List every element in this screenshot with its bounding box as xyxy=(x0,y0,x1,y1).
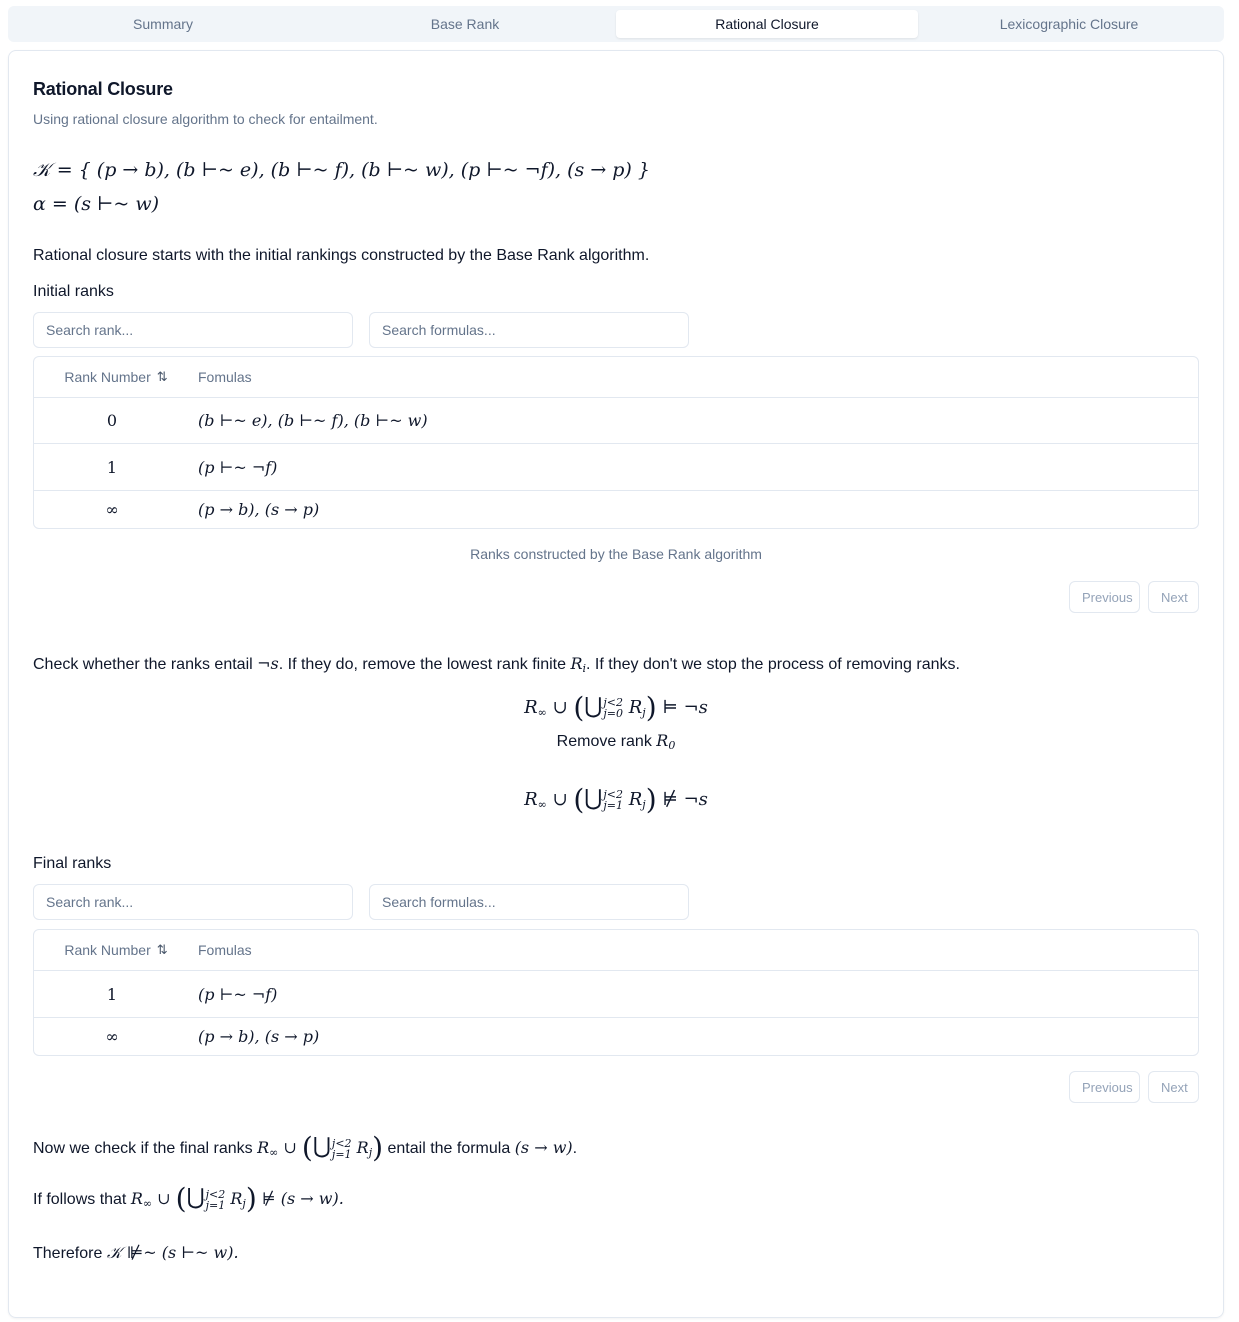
formula-cell: (p → b), (s → p) xyxy=(198,1027,320,1046)
rank-cell: 1 xyxy=(106,457,118,477)
therefore-text: Therefore 𝒦 ⊯~ (s ⊢~ w). xyxy=(33,1243,239,1262)
table-row xyxy=(34,491,1198,528)
initial-previous-button[interactable]: Previous xyxy=(1069,581,1140,613)
sort-icon: ⇅ xyxy=(156,942,168,957)
tab-summary[interactable]: Summary xyxy=(133,16,193,32)
initial-next-button[interactable]: Next xyxy=(1148,581,1199,613)
rank-cell: ∞ xyxy=(105,500,119,519)
final-search-rank-input[interactable] xyxy=(33,884,353,920)
final-check-text: Now we check if the final ranks $R_\infty$ ∪ (⋃j<2 j=1 $R_j$) entail the formula (s → w). xyxy=(33,1131,578,1164)
formula-cell: (p → b), (s → p) xyxy=(198,500,320,519)
formulas-header: Fomulas xyxy=(198,942,252,958)
tab-base-rank[interactable]: Base Rank xyxy=(430,16,500,32)
final-ranks-table xyxy=(33,929,1199,1056)
rank-number-header-label: Rank Number xyxy=(64,942,151,958)
table-header xyxy=(34,930,1198,971)
intro-text: Rational closure starts with the initial rankings constructed by the Base Rank algorithm. xyxy=(33,247,650,264)
table-row xyxy=(34,971,1198,1018)
tab-rational-closure[interactable]: Rational Closure xyxy=(616,10,918,38)
rank-cell: 1 xyxy=(106,984,118,1004)
final-next-button[interactable]: Next xyxy=(1148,1071,1199,1103)
tab-lexicographic-closure[interactable]: Lexicographic Closure xyxy=(999,16,1139,32)
neg-s-symbol: ¬s xyxy=(257,654,279,673)
table-row xyxy=(34,444,1198,491)
formula-cell: (p ⊢~ ¬f) xyxy=(198,984,278,1004)
page-subtitle: Using rational closure algorithm to check for entailment. xyxy=(33,111,378,127)
table-caption: Ranks constructed by the Base Rank algorithm xyxy=(470,546,762,562)
final-search-formula-input[interactable] xyxy=(369,884,689,920)
table-row xyxy=(34,398,1198,444)
content-card xyxy=(8,50,1224,1318)
rank-number-header-label: Rank Number xyxy=(64,369,151,385)
table-row xyxy=(34,1018,1198,1055)
rank-number-sort-header[interactable] xyxy=(34,369,198,385)
page-title: Rational Closure xyxy=(33,79,173,99)
query-formula: α = (s ⊢~ w) xyxy=(33,193,160,215)
rank-cell: ∞ xyxy=(105,1027,119,1046)
check-description: Check whether the ranks entail ¬s. If they do, remove the lowest rank finite $R_i$. If they don't we stop the process of removing ranks. xyxy=(33,654,960,675)
formulas-header: Fomulas xyxy=(198,369,252,385)
initial-ranks-label: Initial ranks xyxy=(33,283,114,300)
rank-cell: 0 xyxy=(106,411,118,430)
formula-cell: (b ⊢~ e), (b ⊢~ f), (b ⊢~ w) xyxy=(198,411,428,430)
step-1-formula: $R_\infty$ ∪ (⋃j<2 j=0 $R_j$) ⊨ ¬s xyxy=(524,691,708,724)
final-ranks-label: Final ranks xyxy=(33,855,112,872)
initial-search-rank-input[interactable] xyxy=(33,312,353,348)
tab-bar xyxy=(8,6,1224,42)
knowledge-base: 𝒦 = { (p → b), (b ⊢~ e), (b ⊢~ f), (b ⊢~ w), (p ⊢~ ¬f), (s → p) } xyxy=(33,159,650,181)
step-2-formula: $R_\infty$ ∪ (⋃j<2 j=1 $R_j$) ⊭ ¬s xyxy=(524,783,708,816)
sort-icon: ⇅ xyxy=(156,369,168,384)
follows-text: If follows that $R_\infty$ ∪ (⋃j<2 j=1 $R_j$) ⊭ (s → w). xyxy=(33,1182,344,1215)
initial-ranks-table xyxy=(33,356,1199,529)
rank-number-sort-header[interactable] xyxy=(34,942,198,958)
remove-rank-text: Remove rank $R_0$ xyxy=(556,731,676,752)
initial-search-formula-input[interactable] xyxy=(369,312,689,348)
formula-cell: (p ⊢~ ¬f) xyxy=(198,457,278,477)
final-previous-button[interactable]: Previous xyxy=(1069,1071,1140,1103)
table-header xyxy=(34,357,1198,398)
